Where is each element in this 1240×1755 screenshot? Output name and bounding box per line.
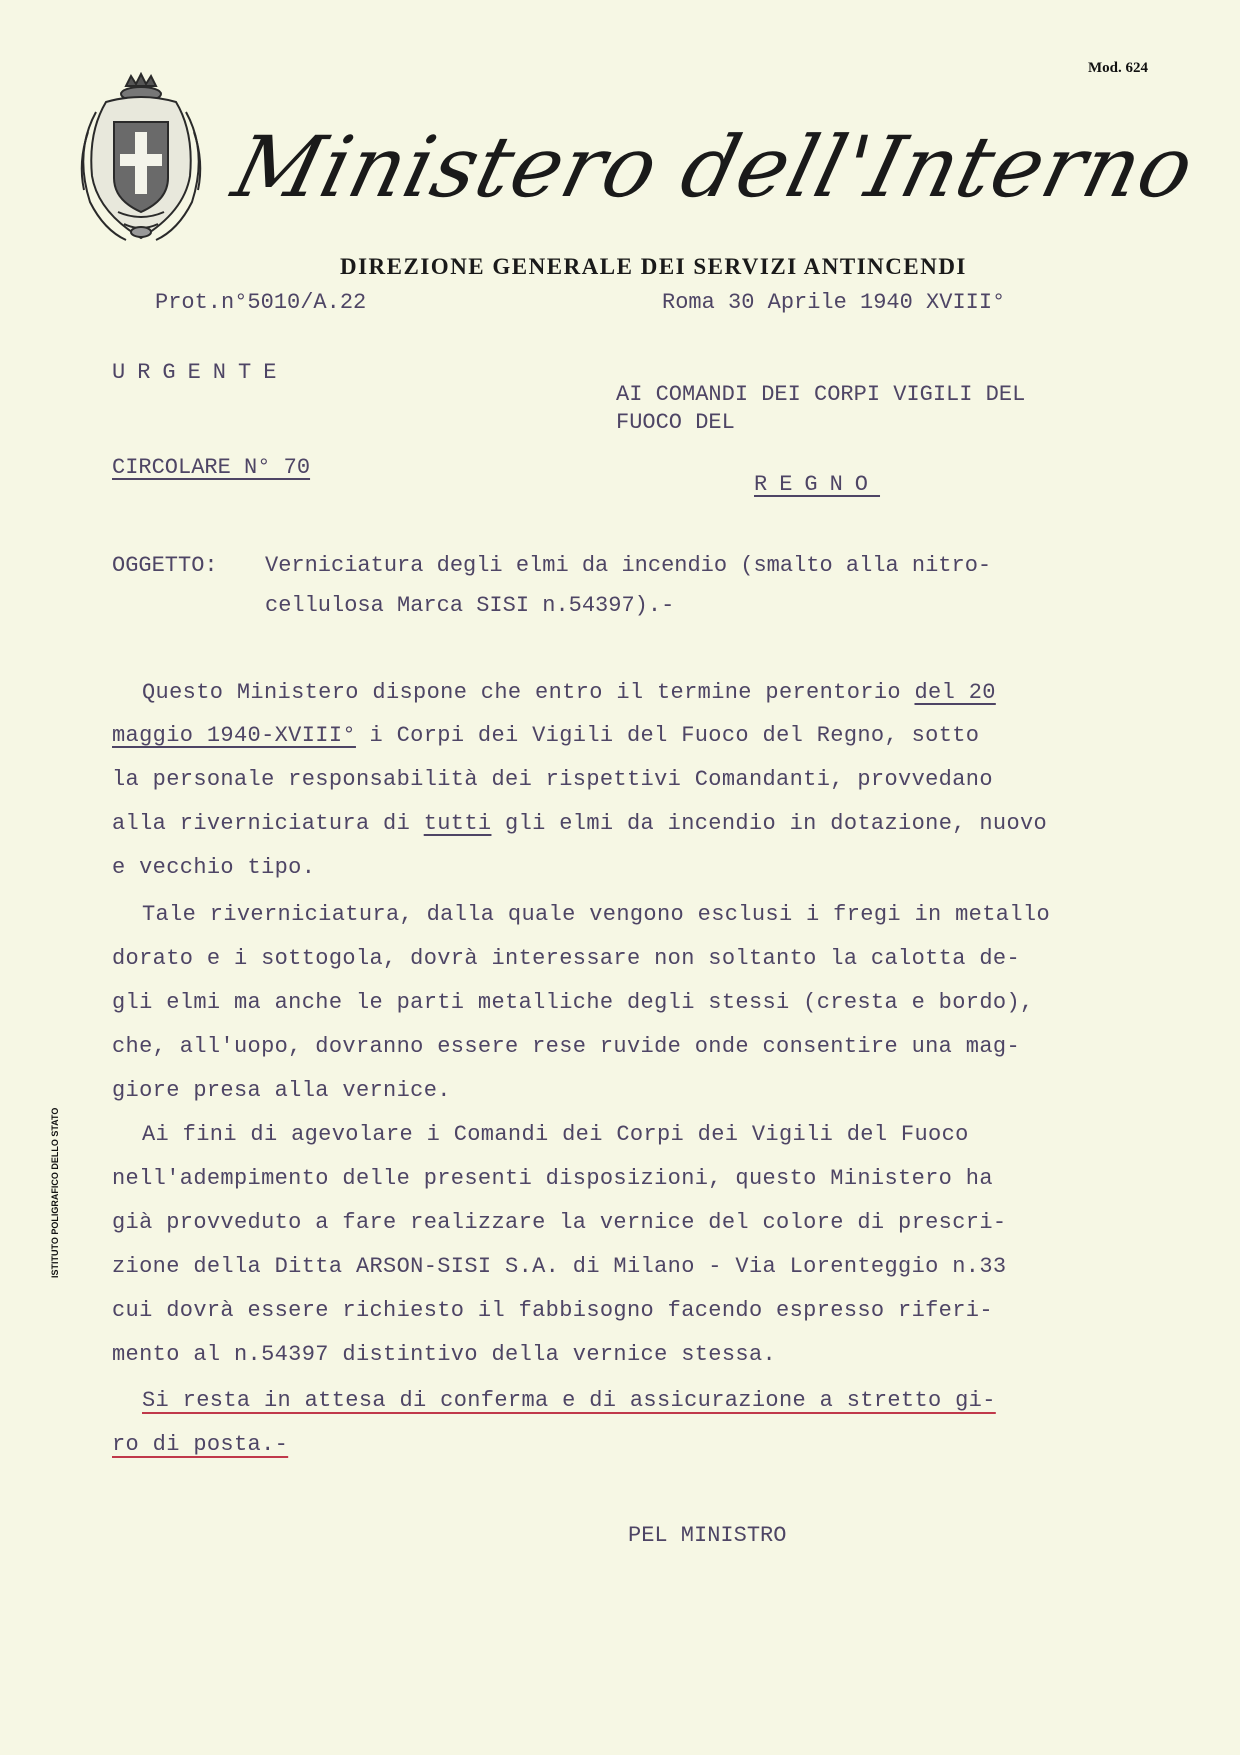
body-line: giore presa alla vernice. [112, 1078, 451, 1103]
body-line: zione della Ditta ARSON-SISI S.A. di Milano - Via Lorenteggio n.33 [112, 1254, 1007, 1279]
body-line: maggio 1940-XVIII° i Corpi dei Vigili del Fuoco del Regno, sotto [112, 723, 980, 748]
body-line: la personale responsabilità dei rispettivi Comandanti, provvedano [112, 767, 993, 792]
body-line: cui dovrà essere richiesto il fabbisogno facendo espresso riferi- [112, 1298, 993, 1323]
urgency-label: URGENTE [112, 360, 289, 385]
body-line: Tale riverniciatura, dalla quale vengono esclusi i fregi in metallo [142, 902, 1050, 927]
body-line: che, all'uopo, dovranno essere rese ruvide onde consentire una mag- [112, 1034, 1020, 1059]
signature-block: PEL MINISTRO [628, 1523, 787, 1548]
body-line: dorato e i sottogola, dovrà interessare non soltanto la calotta de- [112, 946, 1020, 971]
body-line: e vecchio tipo. [112, 855, 316, 880]
body-line: già provveduto a fare realizzare la vernice del colore di prescri- [112, 1210, 1007, 1235]
subject-line-2: cellulosa Marca SISI n.54397).- [265, 593, 675, 618]
model-number: Mod. 624 [1088, 60, 1148, 76]
ministry-letterhead: Ministero dell'Interno [224, 118, 1205, 216]
protocol-number: Prot.n°5010/A.22 [155, 290, 367, 315]
subject-label: OGGETTO: [112, 553, 218, 578]
body-line: gli elmi ma anche le parti metalliche degli stessi (cresta e bordo), [112, 990, 1034, 1015]
emphasis-underline: tutti [423, 811, 492, 836]
recipient-line-2: FUOCO DEL [616, 410, 735, 435]
circular-number: CIRCOLARE N° 70 [112, 455, 311, 480]
subject-line-1: Verniciatura degli elmi da incendio (smalto alla nitro- [265, 553, 992, 578]
body-line: Ai fini di agevolare i Comandi dei Corpi dei Vigili del Fuoco [142, 1122, 969, 1147]
royal-coat-of-arms-icon [66, 72, 216, 247]
directorate-title: DIREZIONE GENERALE DEI SERVIZI ANTINCENDI [340, 254, 967, 279]
recipient-line-3: REGNO [754, 472, 881, 497]
recipient-line-1: AI COMANDI DEI CORPI VIGILI DEL [616, 382, 1026, 407]
place-date: Roma 30 Aprile 1940 XVIII° [662, 290, 1006, 315]
body-line: nell'adempimento delle presenti disposizioni, questo Ministero ha [112, 1166, 993, 1191]
printer-imprint: ISTITUTO POLIGRAFICO DELLO STATO [50, 1107, 60, 1278]
deadline-underline: maggio 1940-XVIII° [112, 723, 356, 748]
deadline-underline: del 20 [914, 680, 996, 705]
body-line: alla riverniciatura di tutti gli elmi da incendio in dotazione, nuovo [112, 811, 1048, 836]
body-line: mento al n.54397 distintivo della vernice stessa. [112, 1342, 777, 1367]
body-line: ro di posta.- [112, 1432, 289, 1457]
body-line: Si resta in attesa di conferma e di assicurazione a stretto gi- [142, 1388, 996, 1413]
body-line: Questo Ministero dispone che entro il termine perentorio del 20 [142, 680, 996, 705]
